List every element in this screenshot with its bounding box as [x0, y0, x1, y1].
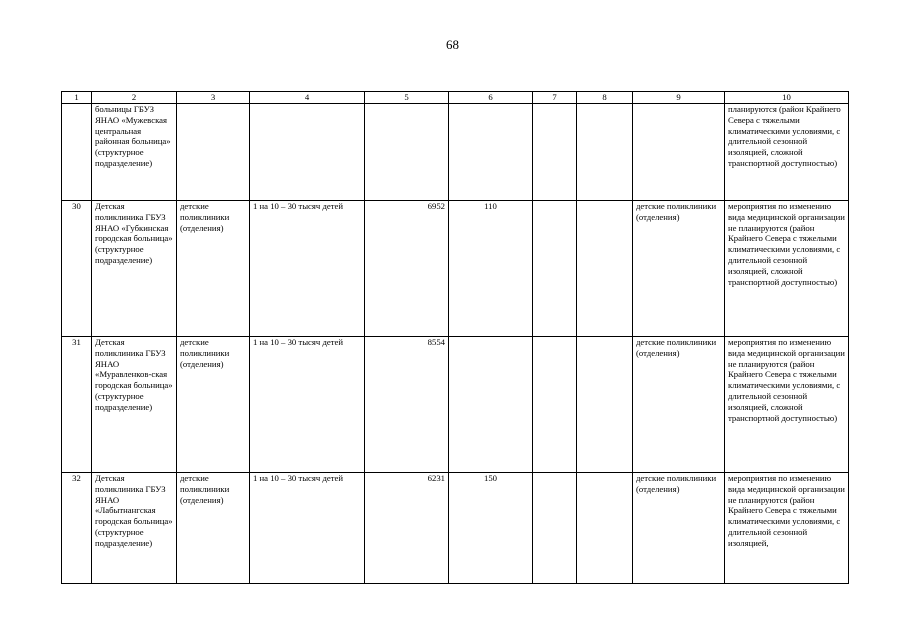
note-cell: мероприятия по изменению вида медицинской организации не планируются (район Крайнего Севера с тяжелыми климатическими условиями, с длительной сезонной изоляцией, сложной транспортной доступностью): [725, 337, 849, 473]
table-cell: 6952: [365, 201, 449, 337]
table-cell: [449, 337, 533, 473]
table-cell: 8554: [365, 337, 449, 473]
facility-name-cell: Детская поликлиника ГБУЗ ЯНАО «Муравленков-ская городская больница» (структурное подразделение): [92, 337, 177, 473]
note-cell: мероприятия по изменению вида медицинской организации не планируются (район Крайнего Севера с тяжелыми климатическими условиями, с длительной сезонной изоляцией,: [725, 473, 849, 584]
table-cell: детские поликлиники (отделения): [633, 337, 725, 473]
header-cell: 9: [633, 92, 725, 104]
table-cell: [533, 104, 577, 201]
note-cell: мероприятия по изменению вида медицинской организации не планируются (район Крайнего Севера с тяжелыми климатическими условиями, с длительной сезонной изоляцией, сложной транспортной доступностью): [725, 201, 849, 337]
header-cell: 2: [92, 92, 177, 104]
facility-name-cell: больницы ГБУЗ ЯНАО «Мужевская центральная районная больница» (структурное подразделение): [92, 104, 177, 201]
row-number-cell: 30: [62, 201, 92, 337]
facility-name-cell: Детская поликлиника ГБУЗ ЯНАО «Губкинская городская больница» (структурное подразделение): [92, 201, 177, 337]
table-cell: [533, 337, 577, 473]
header-cell: 6: [449, 92, 533, 104]
header-cell: 4: [250, 92, 365, 104]
table-cell: детские поликлиники (отделения): [177, 473, 250, 584]
table-cell: [577, 104, 633, 201]
table-cell: 110: [449, 201, 533, 337]
header-cell: 5: [365, 92, 449, 104]
table-cell: 1 на 10 – 30 тысяч детей: [250, 201, 365, 337]
table-cell: [577, 337, 633, 473]
table-cell: 1 на 10 – 30 тысяч детей: [250, 473, 365, 584]
table-cell: 1 на 10 – 30 тысяч детей: [250, 337, 365, 473]
table-cell: [633, 104, 725, 201]
row-number-cell: 32: [62, 473, 92, 584]
table-cell: [577, 473, 633, 584]
page-number: 68: [446, 37, 459, 52]
table-cell: [365, 104, 449, 201]
table-cell: [449, 104, 533, 201]
table-cell: 6231: [365, 473, 449, 584]
table-row: [62, 104, 849, 201]
table-row: [62, 201, 849, 337]
row-number-cell: [62, 104, 92, 201]
table-cell: детские поликлиники (отделения): [177, 337, 250, 473]
header-cell: 3: [177, 92, 250, 104]
table-row: [62, 473, 849, 584]
table-cell: [533, 473, 577, 584]
table-row: [62, 337, 849, 473]
table-cell: [577, 201, 633, 337]
table-cell: детские поликлиники (отделения): [633, 201, 725, 337]
header-cell: 8: [577, 92, 633, 104]
header-cell: 10: [725, 92, 849, 104]
header-cell: 7: [533, 92, 577, 104]
facility-name-cell: Детская поликлиника ГБУЗ ЯНАО «Лабытнангская городская больница» (структурное подразделение): [92, 473, 177, 584]
table-cell: детские поликлиники (отделения): [177, 201, 250, 337]
table-cell: [533, 201, 577, 337]
table-cell: [177, 104, 250, 201]
header-row: [62, 92, 849, 104]
note-cell: планируются (район Крайнего Севера с тяжелыми климатическими условиями, с длительной сезонной изоляцией, сложной транспортной доступностью): [725, 104, 849, 201]
header-cell: 1: [62, 92, 92, 104]
row-number-cell: 31: [62, 337, 92, 473]
table-cell: [250, 104, 365, 201]
table-cell: 150: [449, 473, 533, 584]
facilities-table: [61, 91, 849, 584]
table-cell: детские поликлиники (отделения): [633, 473, 725, 584]
